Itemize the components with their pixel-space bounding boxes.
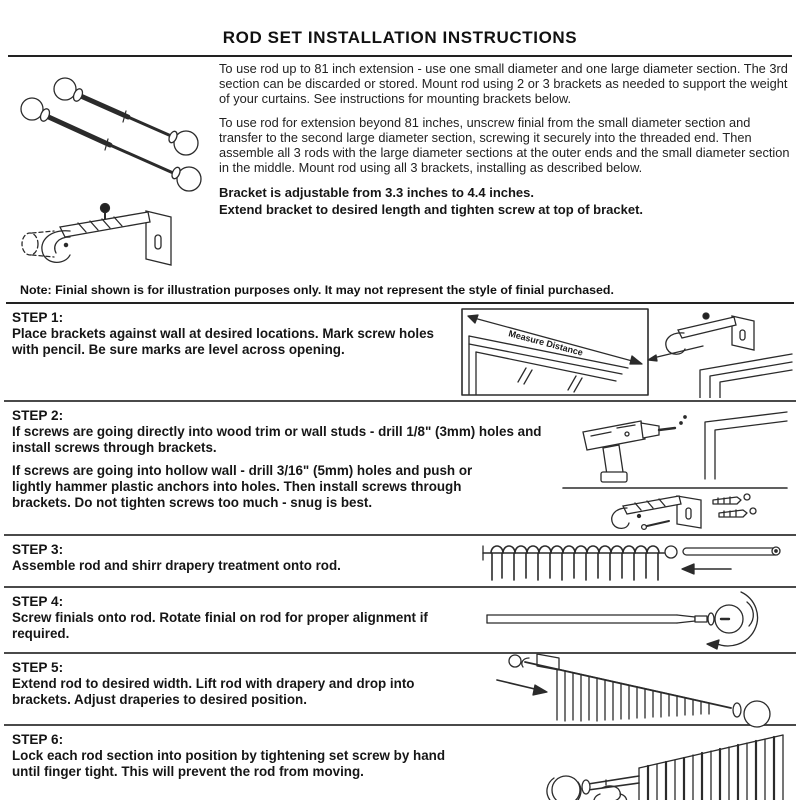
bracket-note-line-2: Extend bracket to desired length and tighten screw at top of bracket. bbox=[219, 201, 644, 217]
intro-paragraph-1: To use rod up to 81 inch extension - use one small diameter and one large diameter section. The 3rd section can be discarded or stored. Mount rod using 2 or 3 brackets as needed to support the weight of your curtains. See instructions for mounting brackets below. bbox=[219, 61, 788, 106]
bracket-illustration bbox=[8, 199, 193, 279]
step-5-label: STEP 5: bbox=[12, 660, 64, 675]
step-6-label: STEP 6: bbox=[12, 732, 64, 747]
rod-into-brackets-illustration bbox=[479, 650, 794, 728]
step-1-text: Place brackets against wall at desired locations. Mark screw holes with pencil. Be sure marks are level across opening. bbox=[12, 326, 434, 358]
step-5-text-block bbox=[4, 654, 476, 719]
step-4-label: STEP 4: bbox=[12, 594, 64, 609]
step-4-text: Screw finials onto rod. Rotate finial on rod for proper alignment if required. bbox=[12, 610, 428, 642]
step-3-illustration bbox=[476, 536, 796, 586]
step-3-section bbox=[4, 536, 796, 588]
bracket-note-line-1: Bracket is adjustable from 3.3 inches to 4.4 inches. bbox=[219, 184, 535, 200]
step-4-illustration bbox=[476, 588, 796, 652]
step-2-text: If screws are going directly into wood trim or wall studs - drill 1/8" (3mm) holes and install screws through brackets. bbox=[12, 424, 542, 456]
step-6-text: Lock each rod section into position by tightening set screw by hand until finger tight. This will prevent the rod from moving. bbox=[12, 748, 446, 780]
intro-illustrations bbox=[8, 59, 213, 279]
step-3-text: Assemble rod and shirr drapery treatment onto rod. bbox=[12, 558, 341, 573]
intro-paragraph-2: To use rod for extension beyond 81 inches, unscrew finial from the small diameter section and transfer to the second large diameter section, screwing it securely into the threaded end. Then assemble all 3 rods with the large diameter sections at the outer ends and the small diameter section in the middle. Mount rod using all 3 brackets, installing as described below. bbox=[219, 114, 790, 175]
intro-text bbox=[213, 59, 792, 279]
step-2-illustration bbox=[554, 402, 796, 534]
step-3-label: STEP 3: bbox=[12, 542, 64, 557]
shirr-drapery-illustration bbox=[479, 538, 794, 584]
intro-section bbox=[0, 57, 800, 279]
step-2-text-block bbox=[4, 402, 554, 522]
step-3-text-block bbox=[4, 536, 476, 584]
measure-distance-label: Measure Distance bbox=[506, 328, 584, 358]
tighten-set-screw-illustration bbox=[544, 728, 794, 800]
step-4-section bbox=[4, 588, 796, 654]
step-5-illustration bbox=[476, 654, 796, 724]
step-1-text-block bbox=[4, 304, 458, 369]
step-1-label: STEP 1: bbox=[12, 310, 64, 325]
bracket-adjustment-note bbox=[219, 185, 792, 219]
step-1-section bbox=[4, 304, 796, 402]
rod-set-illustration bbox=[8, 59, 208, 199]
step-6-section bbox=[4, 726, 796, 800]
step-2-label: STEP 2: bbox=[12, 408, 64, 423]
step-6-illustration bbox=[541, 726, 796, 800]
step-2-section bbox=[4, 402, 796, 536]
step-2-text-2: If screws are going into hollow wall - drill 3/16" (5mm) holes and push or lightly hammer plastic anchors into holes. Then install screws through brackets. Do not tighten screws too much - snug is best. bbox=[12, 462, 473, 511]
step-5-text: Extend rod to desired width. Lift rod with drapery and drop into brackets. Adjust draperies to desired position. bbox=[12, 676, 415, 708]
rotate-finial-illustration bbox=[479, 590, 794, 650]
step-6-text-block bbox=[4, 726, 541, 791]
header bbox=[0, 0, 800, 57]
step-1-illustration bbox=[458, 304, 796, 400]
step-5-section bbox=[4, 654, 796, 726]
window-measure-illustration bbox=[460, 306, 795, 398]
page-title: ROD SET INSTALLATION INSTRUCTIONS bbox=[222, 28, 578, 47]
finial-note: Note: Finial shown is for illustration purposes only. It may not represent the style of finial purchased. bbox=[20, 283, 614, 297]
step-4-text-block bbox=[4, 588, 476, 653]
drill-and-anchors-illustration bbox=[555, 404, 795, 532]
